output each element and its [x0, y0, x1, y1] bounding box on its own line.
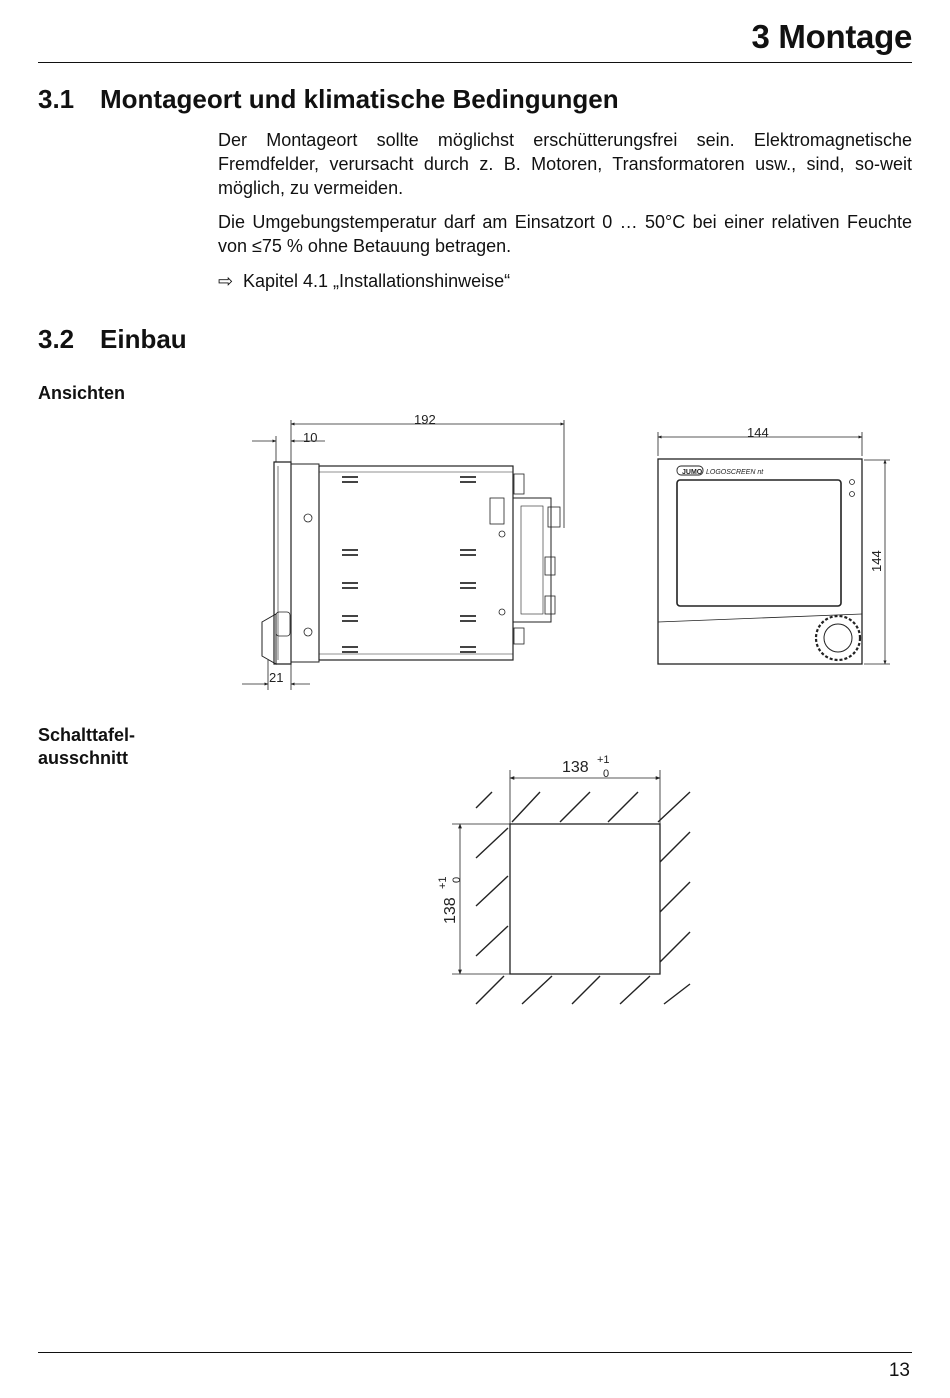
- product-name: LOGOSCREEN nt: [706, 469, 764, 476]
- header-rule: [38, 62, 912, 63]
- arrow-right-icon: ⇨: [218, 271, 234, 291]
- paragraph-mounting-location: Der Montageort sollte möglichst erschütterungsfrei sein. Elektromagnetische Fremdfelder, verursacht durch z. B. Motoren, Transformatoren usw., sind, so-weit möglich, zu vermeiden.: [218, 130, 912, 198]
- page-number: 13: [888, 1360, 910, 1381]
- chapter-title: 3 Montage: [751, 18, 912, 55]
- cross-reference-text[interactable]: Kapitel 4.1 „Installationshinweise“: [243, 271, 511, 291]
- dimension-front-flange: 10: [303, 430, 318, 445]
- dimension-knob-depth: 21: [269, 670, 284, 685]
- section-heading-3-2: [38, 324, 187, 355]
- dimension-width: 144: [747, 425, 769, 440]
- paragraph-ambient-temperature: Die Umgebungstemperatur darf am Einsatzort 0 … 50°C bei einer relativen Feuchte von ≤75 % ohne Betauung betragen.: [218, 212, 912, 256]
- cutout-width-tolerance-upper: +1: [597, 754, 610, 766]
- views-label: Ansichten: [38, 383, 126, 403]
- cutout-label-line-2: ausschnitt: [38, 748, 129, 768]
- section-title: Einbau: [100, 324, 187, 354]
- section-number: 3.1: [38, 84, 75, 114]
- cutout-label-line-1: Schalttafel-: [38, 725, 136, 745]
- cutout-width: 138: [562, 759, 589, 776]
- cross-reference[interactable]: [218, 269, 510, 293]
- footer-rule: [38, 1352, 912, 1353]
- dimension-total-depth: 192: [414, 412, 436, 427]
- front-view-drawing: [650, 420, 890, 670]
- dimension-height: 144: [869, 550, 884, 572]
- cutout-opening: [510, 824, 660, 974]
- section-number: 3.2: [38, 324, 75, 354]
- cutout-label: [38, 724, 135, 770]
- panel-cutout-drawing: [430, 745, 700, 1010]
- brand-logo: JUMO: [682, 469, 703, 476]
- section-heading-3-1: [38, 84, 619, 115]
- section-title: Montageort und klimatische Bedingungen: [100, 84, 619, 114]
- cutout-height-tolerance-upper: +1: [437, 876, 449, 889]
- side-view-drawing: [236, 408, 576, 698]
- cutout-width-tolerance-lower: 0: [603, 768, 610, 780]
- cutout-height-tolerance-lower: 0: [451, 876, 463, 883]
- cutout-height: 138: [442, 897, 459, 924]
